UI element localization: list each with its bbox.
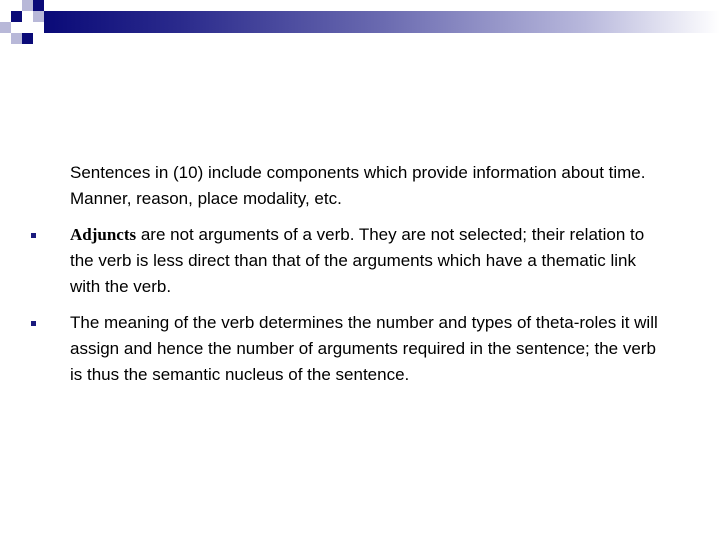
header-square-dark-2	[22, 33, 33, 44]
square-bullet-icon	[31, 233, 36, 238]
bullet-text: are not arguments of a verb. They are not selected; their relation to the verb is less direct than that of the arguments which have a thematic link with the verb.	[70, 225, 645, 296]
header-square-light-1	[22, 0, 33, 11]
bullet-text: The meaning of the verb determines the number and types of theta-roles it will assign and hence the number of arguments required in the sentence; the verb is thus the semantic nucleus of the sentence.	[70, 313, 658, 384]
bullet-bold-term: Adjuncts	[70, 225, 137, 244]
header-square-light-2	[33, 11, 44, 22]
header-gradient-bar	[44, 11, 720, 33]
header-square-dark-3	[33, 0, 44, 11]
square-bullet-icon	[31, 321, 36, 326]
bullet-item-adjuncts	[70, 222, 670, 300]
intro-text: Sentences in (10) include components which provide information about time. Manner, reason, place modality, etc.	[70, 163, 646, 208]
slide-body	[0, 160, 720, 398]
bullet-item-meaning	[70, 310, 670, 388]
header-square-light-4	[11, 33, 22, 44]
header-square-dark-1	[11, 11, 22, 22]
header-square-light-3	[0, 22, 11, 33]
intro-paragraph	[70, 160, 670, 212]
